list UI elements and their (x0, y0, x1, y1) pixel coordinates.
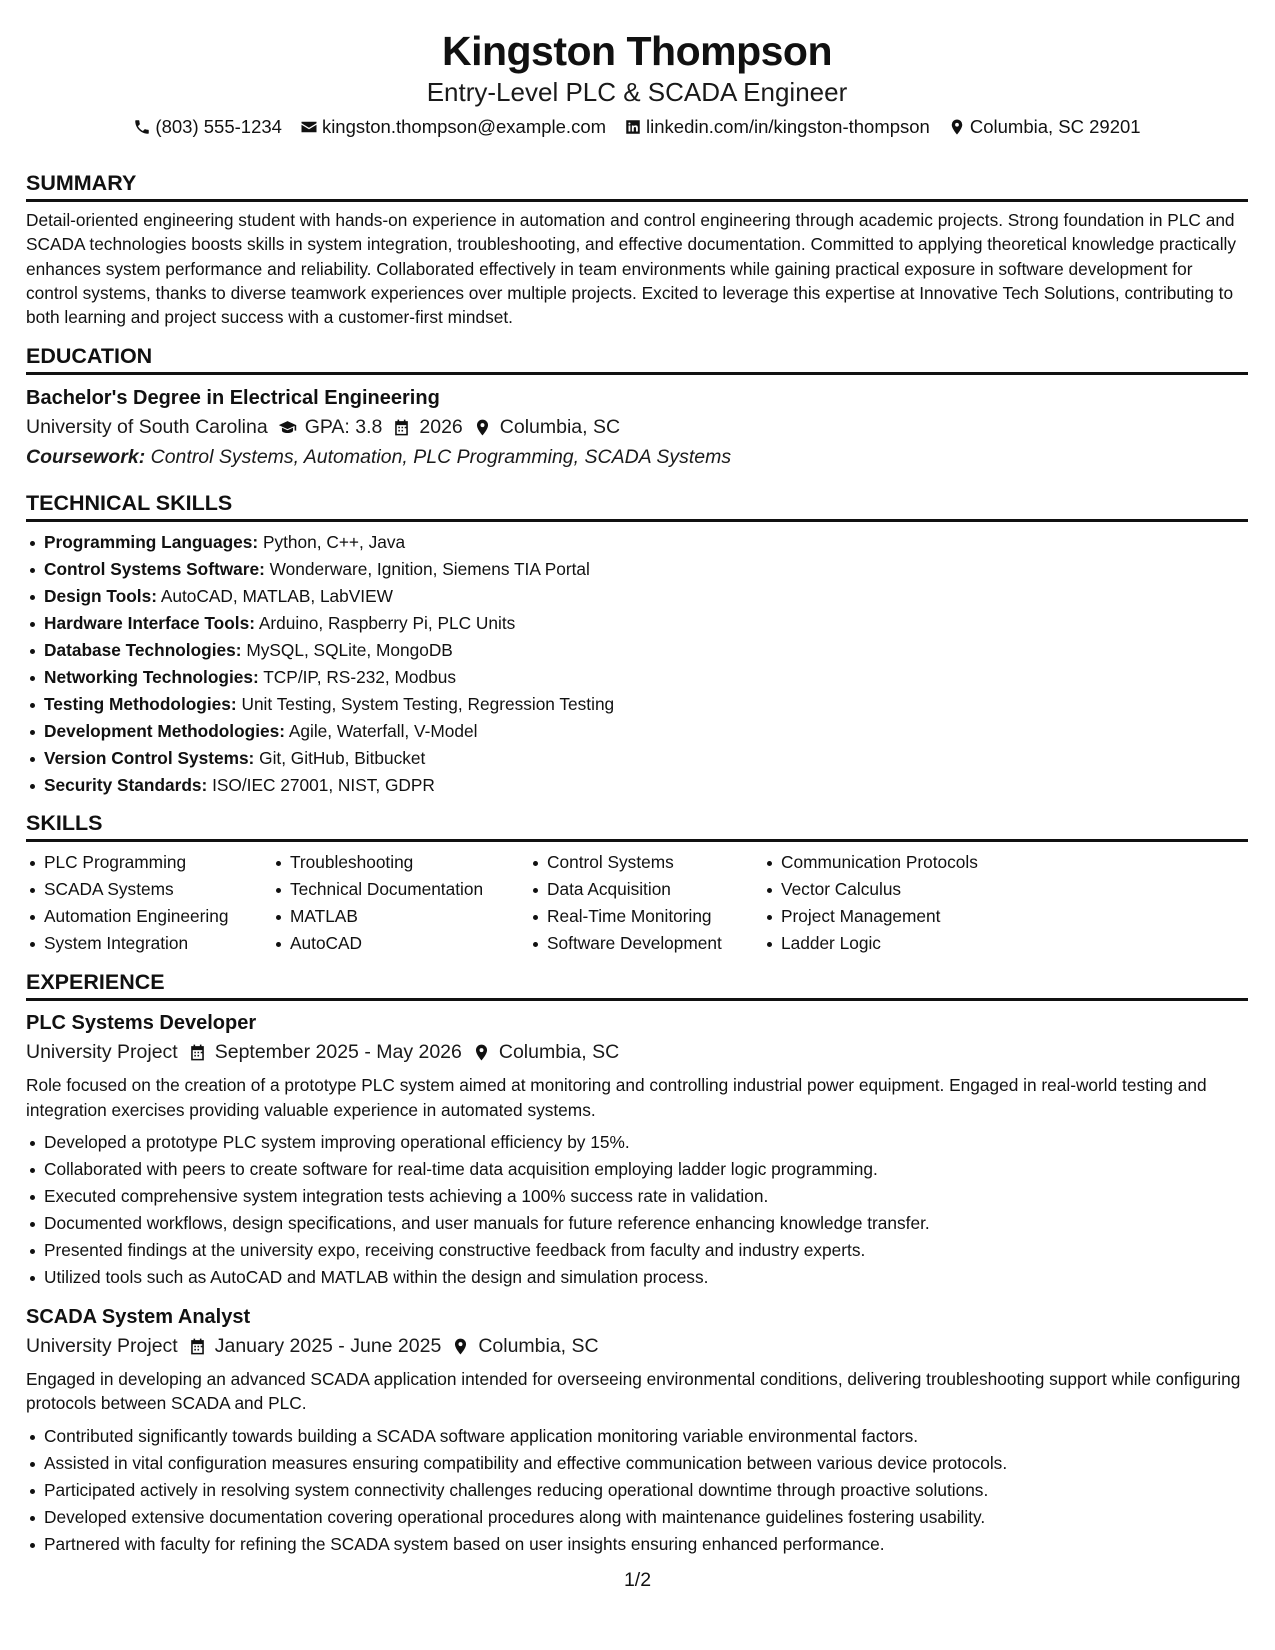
list-item: AutoCAD (272, 930, 529, 957)
linkedin-icon (624, 118, 642, 136)
list-item (26, 583, 1248, 610)
list-item: Presented findings at the university expo, receiving constructive feedback from faculty and industry experts. (26, 1237, 1248, 1264)
phone-icon (133, 118, 151, 136)
list-item: Partnered with faculty for refining the SCADA system based on user insights ensuring enhanced performance. (26, 1531, 1248, 1558)
list-item (26, 745, 1248, 772)
map-pin-icon (473, 418, 492, 437)
graduation-cap-icon (278, 418, 297, 437)
list-item: MATLAB (272, 903, 529, 930)
list-item: Utilized tools such as AutoCAD and MATLAB within the design and simulation process. (26, 1264, 1248, 1291)
coursework-label: Coursework: (26, 446, 146, 469)
skills-heading: SKILLS (26, 810, 1248, 842)
education-heading: EDUCATION (26, 343, 1248, 375)
skill-category: Version Control Systems: (44, 748, 255, 769)
job-dates: January 2025 - June 2025 (214, 1335, 442, 1358)
school-name: University of South Carolina (26, 416, 268, 439)
technical-skills-list (26, 529, 1248, 799)
list-item (26, 610, 1248, 637)
skill-values: Arduino, Raspberry Pi, PLC Units (258, 613, 516, 634)
list-item (26, 718, 1248, 745)
contact-email[interactable] (300, 115, 606, 139)
skill-category: Hardware Interface Tools: (44, 613, 255, 634)
list-item: Automation Engineering (26, 903, 272, 930)
job-description: Engaged in developing an advanced SCADA application intended for overseeing environmental conditions, delivering troubleshooting support while configuring protocols between SCADA and PLC. (26, 1369, 1241, 1414)
skills-grid (26, 849, 1248, 957)
job-bullets (26, 1129, 1248, 1291)
job-location: Columbia, SC (498, 1041, 620, 1064)
list-item: Troubleshooting (272, 849, 529, 876)
skill-values: Unit Testing, System Testing, Regression Testing (241, 694, 615, 715)
list-item (26, 691, 1248, 718)
degree-title: Bachelor's Degree in Electrical Engineering (26, 387, 440, 410)
list-item: Ladder Logic (763, 930, 1063, 957)
skill-category: Security Standards: (44, 775, 208, 796)
skill-values: TCP/IP, RS-232, Modbus (263, 667, 456, 688)
summary-text: Detail-oriented engineering student with hands-on experience in automation and control engineering through academic projects. Strong foundation in PLC and SCADA technologies boosts skills in system integration, troubleshooting, and effective documentation. Committed to applying theoretical knowledge practically enhances system performance and reliability. Collaborated effectively in team environments while gaining practical exposure in software development for control systems, thanks to diverse teamwork experiences over multiple projects. Excited to leverage this expertise at Innovative Tech Solutions, contributing to both learning and project success with a customer-first mindset. (26, 210, 1237, 328)
map-pin-icon (472, 1043, 491, 1062)
coursework-list: Control Systems, Automation, PLC Programming, SCADA Systems (150, 446, 732, 469)
list-item: Participated actively in resolving system connectivity challenges reducing operational downtime through proactive solutions. (26, 1477, 1248, 1504)
skills-column (26, 849, 272, 957)
education-meta (26, 412, 1248, 442)
envelope-icon (300, 118, 318, 136)
list-item: Technical Documentation (272, 876, 529, 903)
email-text: kingston.thompson@example.com (321, 116, 607, 137)
job-title: SCADA System Analyst (26, 1306, 251, 1329)
list-item: Executed comprehensive system integration tests achieving a 100% success rate in validation. (26, 1183, 1248, 1210)
skill-category: Testing Methodologies: (44, 694, 237, 715)
list-item: Developed extensive documentation covering operational procedures along with maintenance guidelines fostering usability. (26, 1504, 1248, 1531)
contact-location (948, 115, 1141, 139)
skill-values: Agile, Waterfall, V-Model (288, 721, 478, 742)
skills-column (529, 849, 763, 957)
job-meta (26, 1331, 1248, 1361)
skill-category: Design Tools: (44, 586, 157, 607)
job-description: Role focused on the creation of a prototype PLC system aimed at monitoring and controlling industrial power equipment. Engaged in real-world testing and integration exercises providing valuable experience in automated systems. (26, 1075, 1207, 1120)
list-item: Data Acquisition (529, 876, 763, 903)
job-dates: September 2025 - May 2026 (214, 1041, 462, 1064)
skill-category: Networking Technologies: (44, 667, 259, 688)
job-meta (26, 1037, 1248, 1067)
list-item: Documented workflows, design specifications, and user manuals for future reference enhancing knowledge transfer. (26, 1210, 1248, 1237)
calendar-icon (188, 1043, 207, 1062)
list-item: Real-Time Monitoring (529, 903, 763, 930)
gpa-value: GPA: 3.8 (304, 416, 383, 439)
list-item: Project Management (763, 903, 1063, 930)
job-entry (26, 1009, 1248, 1291)
list-item: Control Systems (529, 849, 763, 876)
list-item: Vector Calculus (763, 876, 1063, 903)
list-item: Developed a prototype PLC system improving operational efficiency by 15%. (26, 1129, 1248, 1156)
contact-bar (26, 115, 1248, 139)
calendar-icon (188, 1337, 207, 1356)
list-item: Assisted in vital configuration measures ensuring compatibility and effective communication between various device protocols. (26, 1450, 1248, 1477)
linkedin-text: linkedin.com/in/kingston-thompson (646, 116, 930, 137)
education-location: Columbia, SC (499, 416, 621, 439)
list-item: Contributed significantly towards building a SCADA software application monitoring variable environmental factors. (26, 1423, 1248, 1450)
job-entry (26, 1303, 1248, 1558)
summary-heading: SUMMARY (26, 170, 1248, 202)
list-item: Collaborated with peers to create software for real-time data acquisition employing ladder logic programming. (26, 1156, 1248, 1183)
job-location: Columbia, SC (478, 1335, 599, 1358)
skill-values: MySQL, SQLite, MongoDB (246, 640, 453, 661)
list-item: PLC Programming (26, 849, 272, 876)
experience-heading: EXPERIENCE (26, 969, 1248, 1001)
skills-column (763, 849, 1063, 957)
phone-text: (803) 555-1234 (155, 116, 282, 137)
list-item (26, 664, 1248, 691)
skill-values: Python, C++, Java (262, 532, 406, 553)
list-item (26, 529, 1248, 556)
list-item: Communication Protocols (763, 849, 1063, 876)
job-org: University Project (26, 1335, 178, 1358)
skill-values: Wonderware, Ignition, Siemens TIA Portal (269, 559, 590, 580)
list-item (26, 772, 1248, 799)
map-pin-icon (451, 1337, 470, 1356)
skill-category: Database Technologies: (44, 640, 242, 661)
map-pin-icon (948, 118, 966, 136)
candidate-name: Kingston Thompson (441, 28, 833, 74)
coursework-line (26, 442, 1248, 472)
contact-linkedin[interactable] (624, 115, 930, 139)
graduation-year: 2026 (419, 416, 463, 439)
job-org: University Project (26, 1041, 178, 1064)
skill-category: Development Methodologies: (44, 721, 285, 742)
skills-column (272, 849, 529, 957)
calendar-icon (392, 418, 411, 437)
job-bullets (26, 1423, 1248, 1558)
list-item (26, 556, 1248, 583)
contact-phone[interactable] (133, 115, 282, 139)
list-item: System Integration (26, 930, 272, 957)
candidate-headline: Entry-Level PLC & SCADA Engineer (426, 77, 848, 107)
list-item: Software Development (529, 930, 763, 957)
resume-header (26, 28, 1248, 139)
list-item (26, 637, 1248, 664)
technical-skills-heading: TECHNICAL SKILLS (26, 490, 1248, 522)
skill-category: Programming Languages: (44, 532, 259, 553)
skill-values: ISO/IEC 27001, NIST, GDPR (212, 775, 435, 796)
location-text: Columbia, SC 29201 (969, 116, 1141, 137)
skill-values: Git, GitHub, Bitbucket (259, 748, 426, 769)
skill-category: Control Systems Software: (44, 559, 265, 580)
job-title: PLC Systems Developer (26, 1012, 257, 1035)
list-item: SCADA Systems (26, 876, 272, 903)
skill-values: AutoCAD, MATLAB, LabVIEW (160, 586, 393, 607)
page-number: 1/2 (623, 1569, 652, 1591)
resume-page (26, 0, 1248, 1558)
